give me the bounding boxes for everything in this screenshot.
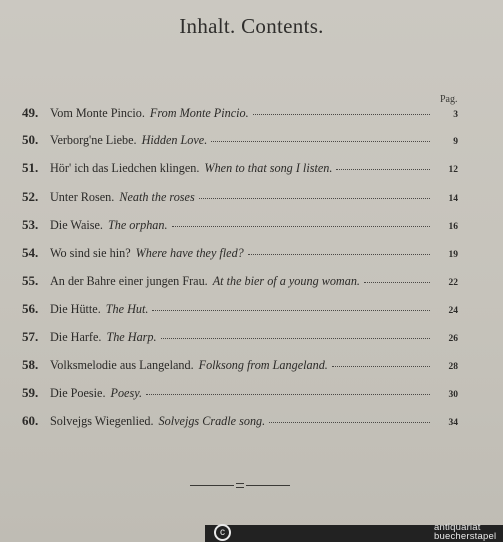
entry-english-title: Hidden Love. xyxy=(141,133,208,147)
entry-german-title: Wo sind sie hin? xyxy=(50,246,131,260)
entry-english-title: The Harp. xyxy=(106,330,157,344)
entry-number: 60. xyxy=(22,413,39,428)
entry-english-title: Poesy. xyxy=(110,386,142,400)
entry-number: 59. xyxy=(22,385,39,400)
entry-english-title: At the bier of a young woman. xyxy=(212,274,360,288)
entry-number: 58. xyxy=(22,357,39,372)
entry-number: 55. xyxy=(22,273,39,288)
leader-dots xyxy=(269,421,430,423)
entry-page-number: 24 xyxy=(448,306,458,316)
leader-dots xyxy=(211,140,430,142)
entry-number: 52. xyxy=(22,189,39,204)
entry-german-title: Die Waise. xyxy=(50,218,103,232)
entry-english-title: The orphan. xyxy=(107,218,168,232)
entry-german-title: Verborg'ne Liebe. xyxy=(50,133,137,147)
leader-dots xyxy=(146,393,430,395)
entry-page-number: 19 xyxy=(448,250,458,260)
entry-page-number: 28 xyxy=(448,362,458,372)
leader-dots xyxy=(152,309,430,311)
entry-number: 49. xyxy=(22,105,39,120)
watermark-text xyxy=(434,523,496,541)
entry-number: 57. xyxy=(22,329,39,344)
toc-entry xyxy=(22,189,458,209)
entry-number: 56. xyxy=(22,301,39,316)
toc-entry xyxy=(22,273,458,293)
entry-german-title: Die Poesie. xyxy=(50,386,106,400)
entry-number: 50. xyxy=(22,132,39,147)
copyright-icon: c xyxy=(214,524,231,541)
toc-entry xyxy=(22,301,458,321)
entry-page-number: 3 xyxy=(453,110,458,120)
leader-dots xyxy=(253,113,430,115)
entry-page-number: 12 xyxy=(448,165,458,175)
toc-entry xyxy=(22,357,458,377)
entry-english-title: Folksong from Langeland. xyxy=(198,358,328,372)
entry-page-number: 22 xyxy=(448,278,458,288)
watermark-line-2: buecherstapel xyxy=(434,531,497,542)
entry-page-number: 30 xyxy=(448,390,458,400)
entry-english-title: The Hut. xyxy=(105,302,149,316)
entry-number: 54. xyxy=(22,245,39,260)
toc-entry xyxy=(22,105,458,125)
decorative-rule-ornament xyxy=(190,482,290,490)
entry-german-title: Vom Monte Pincio. xyxy=(50,106,145,120)
leader-dots xyxy=(172,225,430,227)
toc-entry xyxy=(22,329,458,349)
entry-german-title: Die Hütte. xyxy=(50,302,101,316)
entry-number: 51. xyxy=(22,160,39,175)
entry-german-title: An der Bahre einer jungen Frau. xyxy=(50,274,208,288)
entry-english-title: Where have they fled? xyxy=(135,246,244,260)
toc-entry xyxy=(22,385,458,405)
toc-entry xyxy=(22,132,458,152)
leader-dots xyxy=(199,197,430,199)
leader-dots xyxy=(364,281,430,283)
toc-entry xyxy=(22,413,458,433)
entry-german-title: Die Harfe. xyxy=(50,330,102,344)
toc-entry xyxy=(22,217,458,237)
leader-dots xyxy=(332,365,430,367)
entry-english-title: When to that song I listen. xyxy=(204,161,333,175)
entry-english-title: From Monte Pincio. xyxy=(149,106,249,120)
entry-german-title: Volksmelodie aus Langeland. xyxy=(50,358,194,372)
entry-english-title: Solvejgs Cradle song. xyxy=(158,414,266,428)
toc-entry xyxy=(22,160,458,180)
page-column-label: Pag. xyxy=(440,94,458,105)
leader-dots xyxy=(248,253,430,255)
entry-page-number: 26 xyxy=(448,334,458,344)
entry-page-number: 14 xyxy=(448,194,458,204)
entry-page-number: 9 xyxy=(453,137,458,147)
leader-dots xyxy=(161,337,430,339)
entry-number: 53. xyxy=(22,217,39,232)
entry-german-title: Solvejgs Wiegenlied. xyxy=(50,414,154,428)
entry-german-title: Unter Rosen. xyxy=(50,190,115,204)
entry-german-title: Hör' ich das Liedchen klingen. xyxy=(50,161,200,175)
entry-page-number: 16 xyxy=(448,222,458,232)
watermark-line-1: antiquariat xyxy=(434,522,481,533)
entry-english-title: Neath the roses xyxy=(119,190,195,204)
toc-entry xyxy=(22,245,458,265)
leader-dots xyxy=(336,168,430,170)
page-title: Inhalt. Contents. xyxy=(179,14,324,38)
entry-page-number: 34 xyxy=(448,418,458,428)
